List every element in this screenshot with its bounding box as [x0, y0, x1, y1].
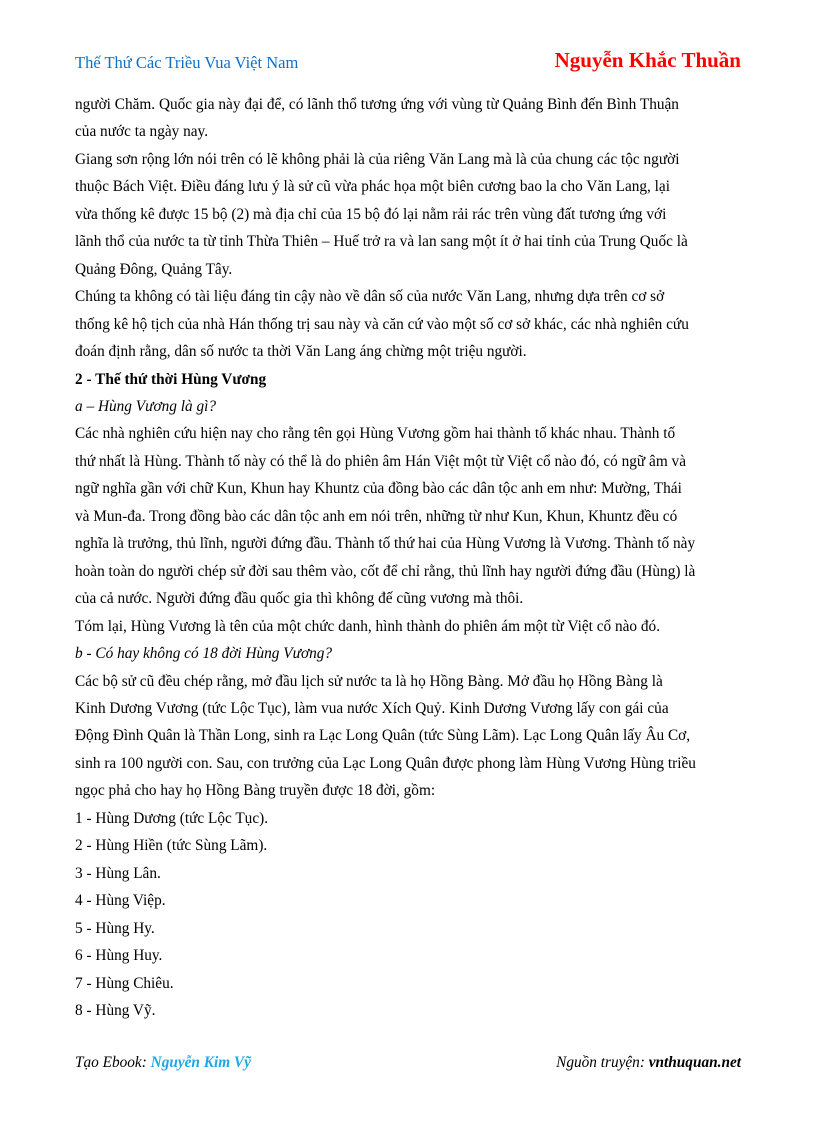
list-item: 5 - Hùng Hy.	[75, 919, 155, 937]
subsection-heading: b - Có hay không có 18 đời Hùng Vương?	[75, 645, 333, 663]
creator-separator: :	[141, 1054, 151, 1071]
body-line: người Chăm. Quốc gia này đại để, có lãnh thổ tương ứng với vùng từ Quảng Bình đến Bình Thuận	[75, 96, 679, 113]
body-line: Kinh Dương Vương (tức Lộc Tục), làm vua nước Xích Quỷ. Kinh Dương Vương lấy con gái của	[75, 699, 669, 717]
section-heading: 2 - Thế thứ thời Hùng Vương	[75, 370, 267, 388]
author-name: Nguyễn Khắc Thuần	[554, 48, 741, 72]
body-line: đoán định rằng, dân số nước ta thời Văn Lang áng chừng một triệu người.	[75, 343, 527, 361]
body-line: sinh ra 100 người con. Sau, con trưởng của Lạc Long Quân được phong làm Hùng Vương Hùng triều	[75, 754, 696, 772]
body-line: nghĩa là trưởng, thủ lĩnh, người đứng đầu. Thành tố thứ hai của Hùng Vương là Vương. Thành tố này	[75, 535, 696, 553]
list-item: 2 - Hùng Hiền (tức Sùng Lãm).	[75, 837, 268, 855]
body-line: vừa thống kê được 15 bộ (2) mà địa chỉ của 15 bộ đó lại nằm rải rác trên vùng đất tương ứng với	[75, 205, 667, 223]
body-line: Quảng Đông, Quảng Tây.	[75, 260, 233, 278]
book-title: Thế Thứ Các Triều Vua Việt Nam	[75, 53, 299, 72]
subsection-heading: a – Hùng Vương là gì?	[75, 397, 217, 415]
body-line: của cả nước. Người đứng đầu quốc gia thì không đế cũng vương mà thôi.	[75, 590, 524, 608]
body-line: Các bộ sử cũ đều chép rằng, mở đầu lịch sử nước ta là họ Hồng Bàng. Mở đầu họ Hồng Bàng là	[75, 672, 663, 690]
body-line: thống kê hộ tịch của nhà Hán thống trị sau này và căn cứ vào một số cơ sở khác, các nhà nghiên cứu	[75, 315, 689, 333]
body-line: Chúng ta không có tài liệu đáng tin cậy nào về dân số của nước Văn Lang, nhưng dựa trên cơ sở	[75, 288, 665, 306]
body-line: ngọc phả cho hay họ Hồng Bàng truyền được 18 đời, gồm:	[75, 782, 436, 800]
body-line: lãnh thổ của nước ta từ tỉnh Thừa Thiên – Huế trở ra và lan sang một ít ở hai tỉnh của Trung Quốc là	[75, 233, 688, 251]
body-line: Giang sơn rộng lớn nói trên có lẽ không phải là của riêng Văn Lang mà là của chung các tộc người	[75, 150, 680, 168]
source-label: Nguồn truyện	[556, 1054, 640, 1071]
body-line: và Mun-đa. Trong đồng bào các dân tộc anh em nói trên, những từ như Kun, Khun, Khuntz đều có	[75, 507, 678, 525]
body-line: Các nhà nghiên cứu hiện nay cho rằng tên gọi Hùng Vương gồm hai thành tố khác nhau. Thành tố	[75, 425, 676, 443]
source-credit	[556, 1054, 741, 1072]
body-line: thứ nhất là Hùng. Thành tố này có thể là do phiên âm Hán Việt một từ Việt cổ nào đó, có ngữ âm và	[75, 452, 686, 470]
page-header	[75, 48, 741, 78]
list-item: 6 - Hùng Huy.	[75, 947, 163, 965]
list-item: 7 - Hùng Chiêu.	[75, 974, 174, 992]
body-line: thuộc Bách Việt. Điều đáng lưu ý là sử cũ vừa phác họa một biên cương bao la cho Văn Lang, lại	[75, 178, 670, 196]
creator-label: Tạo Ebook	[75, 1054, 142, 1071]
source-separator: :	[639, 1054, 649, 1071]
list-item: 1 - Hùng Dương (tức Lộc Tục).	[75, 809, 269, 827]
creator-name: Nguyễn Kim Vỹ	[150, 1054, 251, 1071]
source-site: vnthuquan.net	[648, 1054, 741, 1071]
body-line: Động Đình Quân là Thần Long, sinh ra Lạc Long Quân (tức Sùng Lãm). Lạc Long Quân lấy Âu Cơ,	[75, 727, 691, 745]
ebook-credit	[75, 1054, 251, 1072]
page-body	[75, 91, 745, 1024]
body-line: hoàn toàn do người chép sử đời sau thêm vào, cốt để chỉ rằng, thủ lĩnh hay người đứng đầu (Hùng) là	[75, 562, 696, 580]
list-item: 4 - Hùng Việp.	[75, 892, 166, 910]
body-line: của nước ta ngày nay.	[75, 123, 209, 141]
body-line: Tóm lại, Hùng Vương là tên của một chức danh, hình thành do phiên ám một từ Việt cổ nào đó.	[75, 617, 661, 635]
list-item: 8 - Hùng Vỹ.	[75, 1001, 156, 1019]
body-line: ngữ nghĩa gần với chữ Kun, Khun hay Khuntz của đồng bào các dân tộc anh em như: Mường, Thái	[75, 480, 682, 498]
list-item: 3 - Hùng Lân.	[75, 864, 161, 882]
